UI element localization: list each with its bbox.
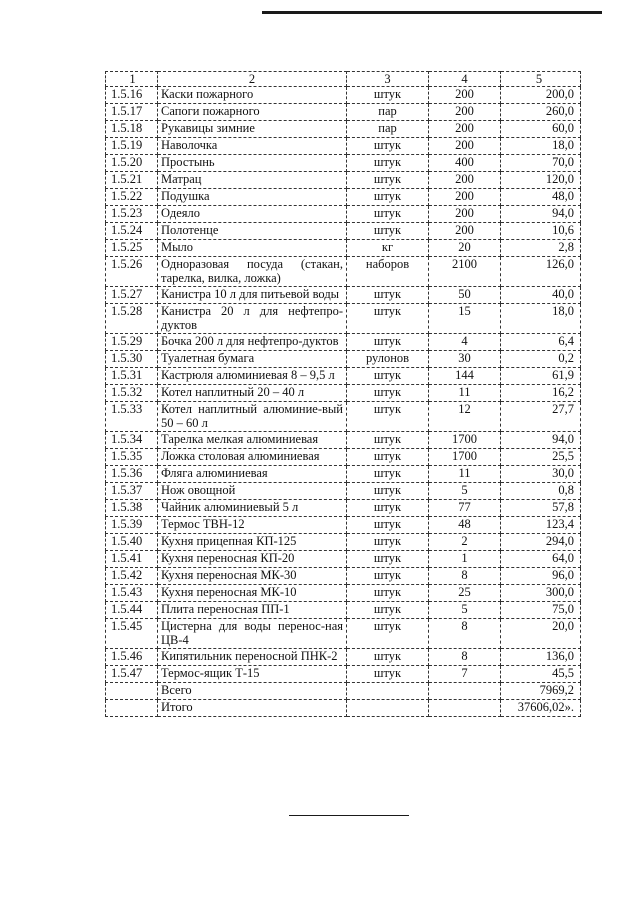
item-number: 1.5.19 <box>106 138 158 155</box>
item-number: 1.5.23 <box>106 206 158 223</box>
item-quantity: 8 <box>429 619 501 649</box>
item-quantity: 8 <box>429 568 501 585</box>
table-row <box>106 155 581 172</box>
item-value: 2,8 <box>501 240 581 257</box>
table-row <box>106 666 581 683</box>
table-row <box>106 189 581 206</box>
item-number: 1.5.32 <box>106 385 158 402</box>
item-quantity: 200 <box>429 121 501 138</box>
item-number: 1.5.24 <box>106 223 158 240</box>
item-unit: штук <box>347 517 429 534</box>
table-row <box>106 602 581 619</box>
table-row <box>106 568 581 585</box>
item-value: 0,2 <box>501 351 581 368</box>
header-cell-2: 2 <box>158 72 347 87</box>
item-unit: штук <box>347 368 429 385</box>
item-unit: штук <box>347 449 429 466</box>
total-row <box>106 683 581 700</box>
item-name: Сапоги пожарного <box>158 104 347 121</box>
item-value: 94,0 <box>501 432 581 449</box>
item-name: Кухня переносная МК-10 <box>158 585 347 602</box>
item-value: 200,0 <box>501 87 581 104</box>
top-rule <box>262 11 602 14</box>
item-name: Термос ТВН-12 <box>158 517 347 534</box>
table-body <box>106 72 581 717</box>
item-name: Чайник алюминиевый 5 л <box>158 500 347 517</box>
item-name: Итого <box>158 700 347 717</box>
item-unit: штук <box>347 334 429 351</box>
item-number: 1.5.43 <box>106 585 158 602</box>
item-name: Котел наплитный 20 – 40 л <box>158 385 347 402</box>
item-number: 1.5.26 <box>106 257 158 287</box>
item-value: 30,0 <box>501 466 581 483</box>
item-quantity: 15 <box>429 304 501 334</box>
item-number: 1.5.41 <box>106 551 158 568</box>
item-value: 37606,02». <box>501 700 581 717</box>
item-number: 1.5.28 <box>106 304 158 334</box>
item-name: Кухня переносная КП-20 <box>158 551 347 568</box>
item-name: Каски пожарного <box>158 87 347 104</box>
item-unit: штук <box>347 649 429 666</box>
item-quantity: 400 <box>429 155 501 172</box>
item-number <box>106 700 158 717</box>
item-unit: штук <box>347 189 429 206</box>
item-quantity: 200 <box>429 104 501 121</box>
item-unit: штук <box>347 534 429 551</box>
item-quantity: 200 <box>429 189 501 206</box>
item-name: Простынь <box>158 155 347 172</box>
table-row <box>106 257 581 287</box>
item-quantity: 200 <box>429 138 501 155</box>
item-unit: штук <box>347 500 429 517</box>
header-cell-1: 1 <box>106 72 158 87</box>
table-row <box>106 138 581 155</box>
item-value: 61,9 <box>501 368 581 385</box>
item-name: Полотенце <box>158 223 347 240</box>
item-unit: штук <box>347 666 429 683</box>
item-number: 1.5.45 <box>106 619 158 649</box>
table-row <box>106 500 581 517</box>
item-name: Канистра 10 л для питьевой воды <box>158 287 347 304</box>
item-value: 45,5 <box>501 666 581 683</box>
header-cell-5: 5 <box>501 72 581 87</box>
item-unit: штук <box>347 287 429 304</box>
item-name: Кухня переносная МК-30 <box>158 568 347 585</box>
item-unit: наборов <box>347 257 429 287</box>
item-value: 294,0 <box>501 534 581 551</box>
item-unit: штук <box>347 402 429 432</box>
item-number <box>106 683 158 700</box>
table-row <box>106 334 581 351</box>
item-number: 1.5.34 <box>106 432 158 449</box>
item-name: Мыло <box>158 240 347 257</box>
item-number: 1.5.47 <box>106 666 158 683</box>
item-quantity: 77 <box>429 500 501 517</box>
table-row <box>106 534 581 551</box>
item-unit: штук <box>347 172 429 189</box>
item-unit: штук <box>347 585 429 602</box>
item-number: 1.5.25 <box>106 240 158 257</box>
item-value: 27,7 <box>501 402 581 432</box>
item-quantity: 200 <box>429 172 501 189</box>
item-number: 1.5.30 <box>106 351 158 368</box>
table-row <box>106 240 581 257</box>
item-name: Канистра 20 л для нефтепро-дуктов <box>158 304 347 334</box>
item-name: Котел наплитный алюминие-вый 50 – 60 л <box>158 402 347 432</box>
item-name: Одноразовая посуда (стакан, тарелка, вилка, ложка) <box>158 257 347 287</box>
item-value: 48,0 <box>501 189 581 206</box>
item-value: 16,2 <box>501 385 581 402</box>
table-row <box>106 304 581 334</box>
item-name: Кипятильник переносной ПНК-2 <box>158 649 347 666</box>
item-value: 20,0 <box>501 619 581 649</box>
table-row <box>106 551 581 568</box>
item-unit: рулонов <box>347 351 429 368</box>
item-quantity: 144 <box>429 368 501 385</box>
item-quantity: 20 <box>429 240 501 257</box>
item-unit: пар <box>347 104 429 121</box>
total-row <box>106 700 581 717</box>
item-value: 126,0 <box>501 257 581 287</box>
item-unit: штук <box>347 223 429 240</box>
table-row <box>106 287 581 304</box>
table-row <box>106 619 581 649</box>
item-value: 10,6 <box>501 223 581 240</box>
item-unit: штук <box>347 602 429 619</box>
item-number: 1.5.38 <box>106 500 158 517</box>
item-unit: штук <box>347 568 429 585</box>
item-name: Бочка 200 л для нефтепро-дуктов <box>158 334 347 351</box>
item-unit: штук <box>347 138 429 155</box>
table-row <box>106 402 581 432</box>
item-value: 94,0 <box>501 206 581 223</box>
item-value: 120,0 <box>501 172 581 189</box>
item-quantity: 5 <box>429 602 501 619</box>
table-row <box>106 449 581 466</box>
item-quantity: 5 <box>429 483 501 500</box>
table-row <box>106 466 581 483</box>
inventory-table <box>105 71 581 717</box>
item-quantity: 48 <box>429 517 501 534</box>
item-quantity: 25 <box>429 585 501 602</box>
table-row <box>106 121 581 138</box>
item-unit: штук <box>347 385 429 402</box>
item-number: 1.5.31 <box>106 368 158 385</box>
table-row <box>106 223 581 240</box>
item-value: 136,0 <box>501 649 581 666</box>
item-quantity: 11 <box>429 385 501 402</box>
header-cell-4: 4 <box>429 72 501 87</box>
header-cell-3: 3 <box>347 72 429 87</box>
item-name: Ложка столовая алюминиевая <box>158 449 347 466</box>
item-name: Цистерна для воды перенос-ная ЦВ-4 <box>158 619 347 649</box>
item-unit: штук <box>347 432 429 449</box>
item-name: Одеяло <box>158 206 347 223</box>
item-value: 6,4 <box>501 334 581 351</box>
item-quantity: 2 <box>429 534 501 551</box>
item-quantity <box>429 683 501 700</box>
item-number: 1.5.20 <box>106 155 158 172</box>
item-unit: штук <box>347 87 429 104</box>
item-value: 18,0 <box>501 138 581 155</box>
item-unit: штук <box>347 155 429 172</box>
table-row <box>106 585 581 602</box>
table-row <box>106 649 581 666</box>
item-value: 57,8 <box>501 500 581 517</box>
item-value: 40,0 <box>501 287 581 304</box>
item-quantity: 7 <box>429 666 501 683</box>
item-quantity: 30 <box>429 351 501 368</box>
table-row <box>106 87 581 104</box>
item-unit: кг <box>347 240 429 257</box>
item-name: Термос-ящик Т-15 <box>158 666 347 683</box>
item-value: 123,4 <box>501 517 581 534</box>
item-quantity: 1700 <box>429 449 501 466</box>
item-unit: штук <box>347 304 429 334</box>
table-row <box>106 104 581 121</box>
item-name: Туалетная бумага <box>158 351 347 368</box>
item-number: 1.5.44 <box>106 602 158 619</box>
table-row <box>106 432 581 449</box>
table-row <box>106 517 581 534</box>
header-row <box>106 72 581 87</box>
item-quantity: 4 <box>429 334 501 351</box>
table-row <box>106 483 581 500</box>
item-name: Наволочка <box>158 138 347 155</box>
item-name: Плита переносная ПП-1 <box>158 602 347 619</box>
item-number: 1.5.42 <box>106 568 158 585</box>
table-row <box>106 206 581 223</box>
item-unit: штук <box>347 483 429 500</box>
item-quantity: 12 <box>429 402 501 432</box>
item-name: Фляга алюминиевая <box>158 466 347 483</box>
item-quantity: 8 <box>429 649 501 666</box>
item-unit: штук <box>347 619 429 649</box>
item-value: 96,0 <box>501 568 581 585</box>
item-number: 1.5.36 <box>106 466 158 483</box>
item-number: 1.5.16 <box>106 87 158 104</box>
table-row <box>106 385 581 402</box>
table-row <box>106 351 581 368</box>
item-number: 1.5.29 <box>106 334 158 351</box>
table-row <box>106 368 581 385</box>
item-value: 0,8 <box>501 483 581 500</box>
item-quantity: 200 <box>429 223 501 240</box>
item-number: 1.5.17 <box>106 104 158 121</box>
item-number: 1.5.33 <box>106 402 158 432</box>
item-quantity: 50 <box>429 287 501 304</box>
item-name: Матрац <box>158 172 347 189</box>
item-number: 1.5.21 <box>106 172 158 189</box>
item-name: Нож овощной <box>158 483 347 500</box>
item-quantity <box>429 700 501 717</box>
item-number: 1.5.39 <box>106 517 158 534</box>
item-unit: штук <box>347 206 429 223</box>
item-unit: штук <box>347 551 429 568</box>
item-value: 60,0 <box>501 121 581 138</box>
item-value: 70,0 <box>501 155 581 172</box>
item-quantity: 2100 <box>429 257 501 287</box>
item-value: 75,0 <box>501 602 581 619</box>
item-name: Подушка <box>158 189 347 206</box>
item-quantity: 11 <box>429 466 501 483</box>
item-number: 1.5.22 <box>106 189 158 206</box>
item-unit <box>347 683 429 700</box>
item-unit <box>347 700 429 717</box>
item-unit: штук <box>347 466 429 483</box>
item-value: 25,5 <box>501 449 581 466</box>
item-number: 1.5.46 <box>106 649 158 666</box>
item-value: 7969,2 <box>501 683 581 700</box>
item-number: 1.5.37 <box>106 483 158 500</box>
item-quantity: 1 <box>429 551 501 568</box>
item-name: Рукавицы зимние <box>158 121 347 138</box>
item-name: Кухня прицепная КП-125 <box>158 534 347 551</box>
item-name: Кастрюля алюминиевая 8 – 9,5 л <box>158 368 347 385</box>
item-number: 1.5.18 <box>106 121 158 138</box>
item-value: 18,0 <box>501 304 581 334</box>
item-unit: пар <box>347 121 429 138</box>
item-number: 1.5.40 <box>106 534 158 551</box>
item-value: 260,0 <box>501 104 581 121</box>
bottom-rule <box>289 815 409 816</box>
table-row <box>106 172 581 189</box>
item-number: 1.5.35 <box>106 449 158 466</box>
item-quantity: 1700 <box>429 432 501 449</box>
item-name: Тарелка мелкая алюминиевая <box>158 432 347 449</box>
item-number: 1.5.27 <box>106 287 158 304</box>
item-value: 64,0 <box>501 551 581 568</box>
item-value: 300,0 <box>501 585 581 602</box>
item-quantity: 200 <box>429 206 501 223</box>
item-quantity: 200 <box>429 87 501 104</box>
item-name: Всего <box>158 683 347 700</box>
